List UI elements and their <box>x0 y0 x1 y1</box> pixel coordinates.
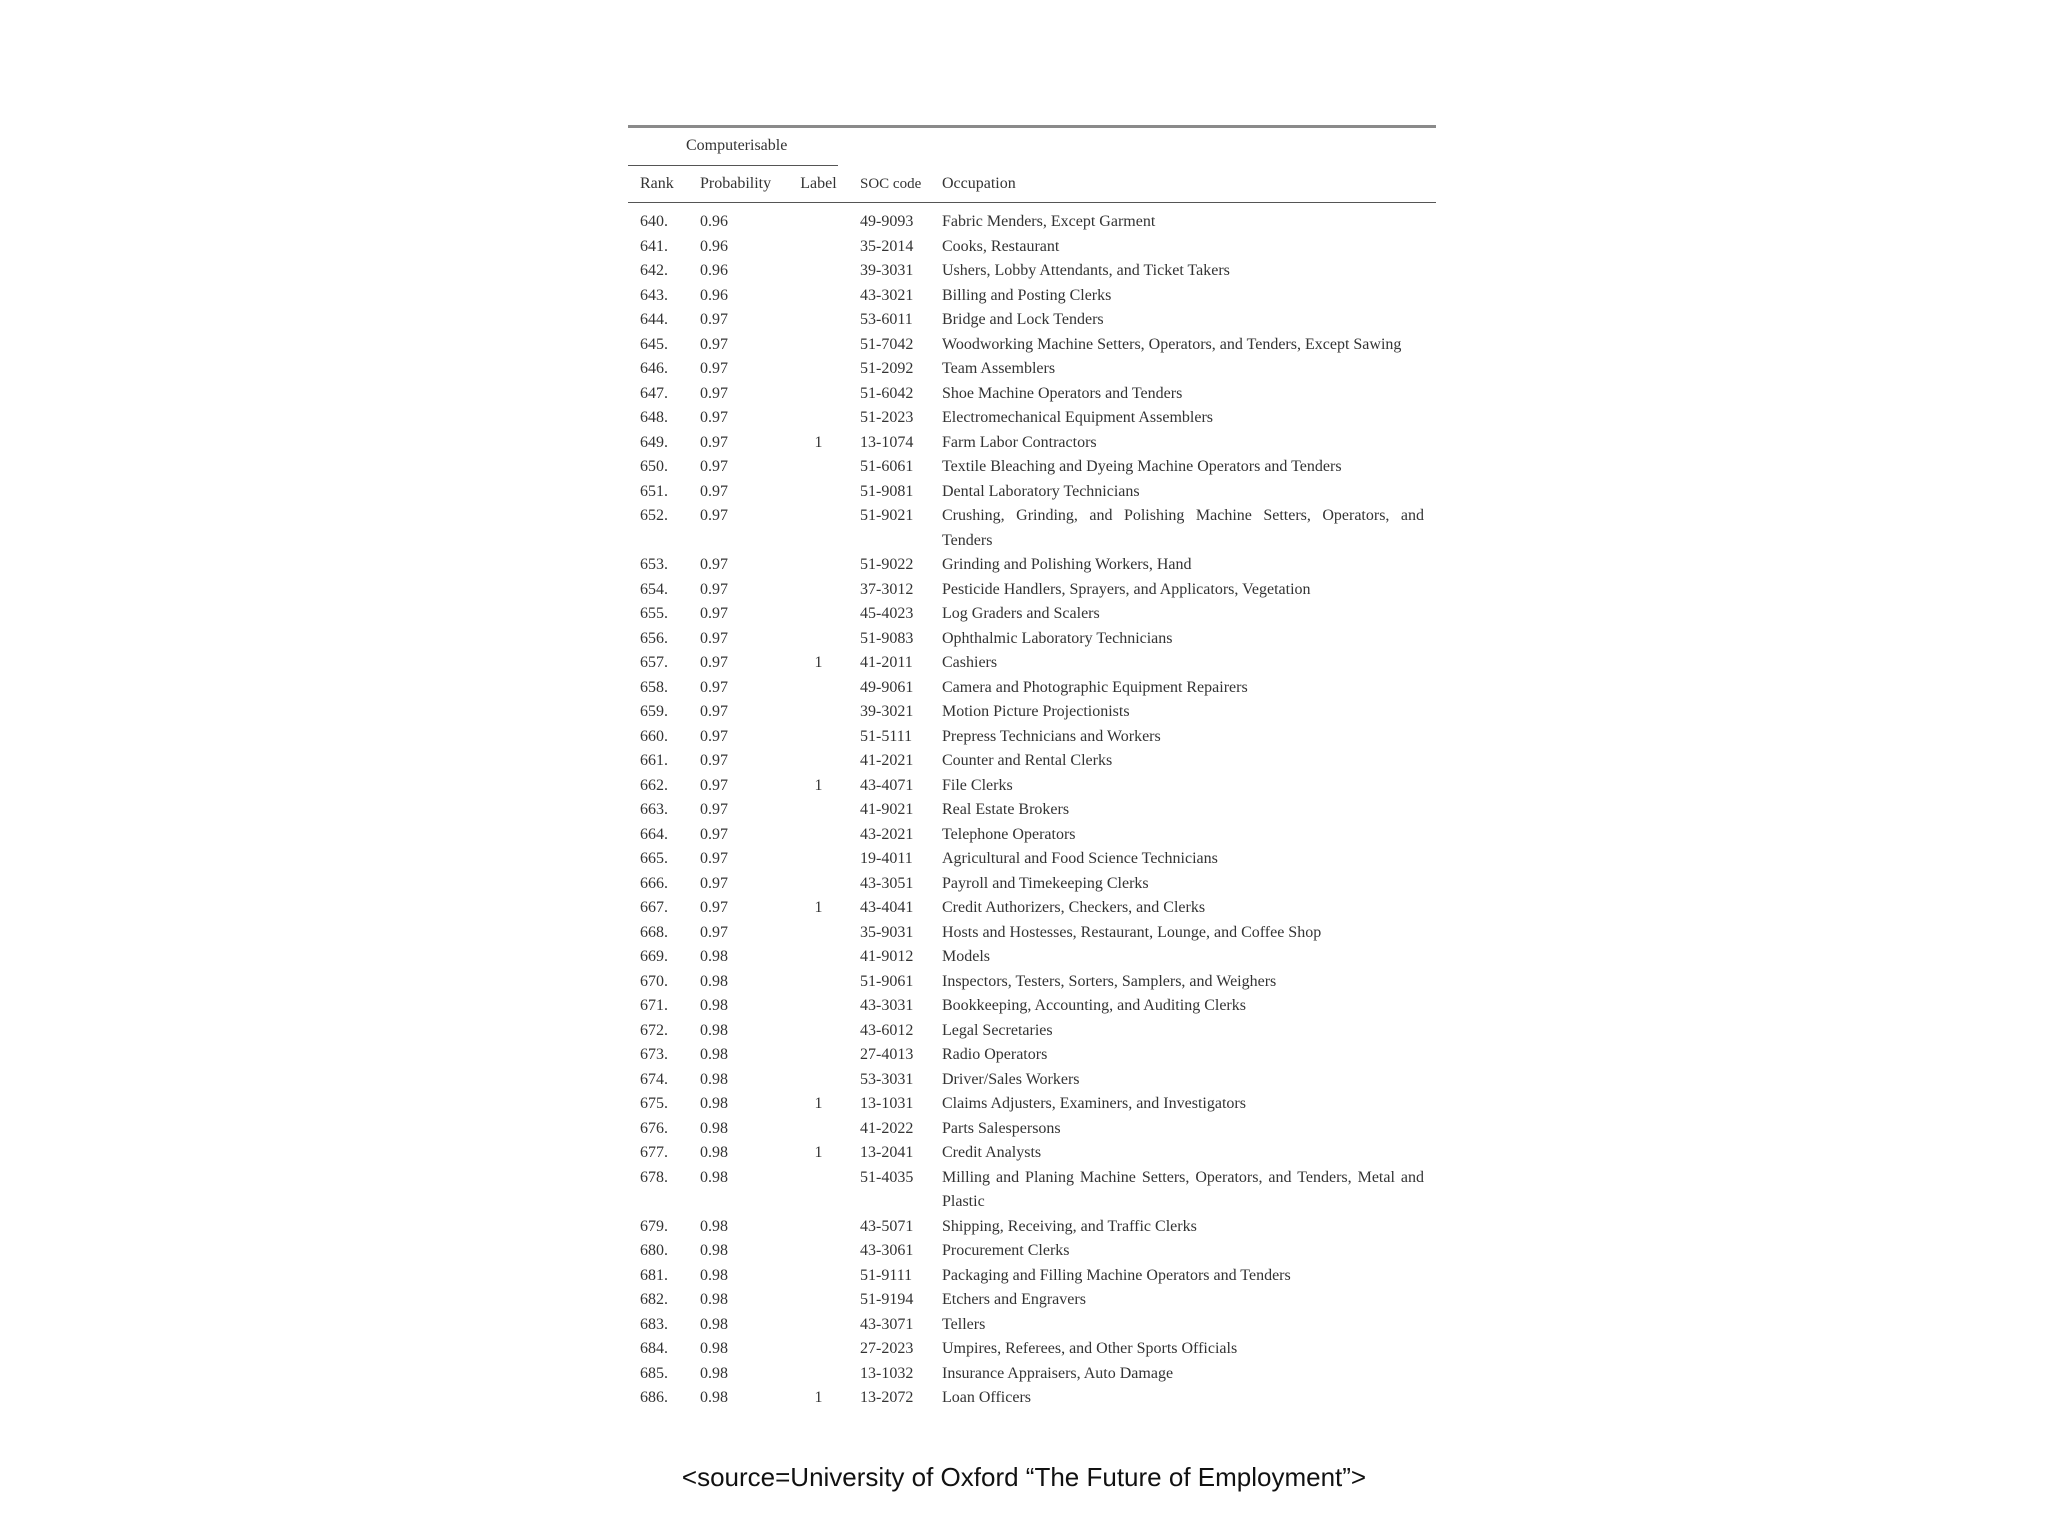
row-soc-code: 27-2023 <box>860 1340 914 1357</box>
table-row <box>628 602 1436 627</box>
row-soc-code: 51-9111 <box>860 1266 913 1284</box>
group-header <box>628 128 1436 166</box>
row-occupation: Payroll and Timekeeping Clerks <box>942 874 1149 892</box>
row-probability: 0.97 <box>700 311 728 328</box>
row-rank: 650. <box>640 458 668 475</box>
row-occupation: Team Assemblers <box>942 360 1056 377</box>
row-soc-code: 51-5111 <box>860 727 913 745</box>
row-occupation: Legal Secretaries <box>942 1021 1053 1039</box>
table-row <box>628 1215 1436 1240</box>
row-soc-code: 41-9012 <box>860 948 914 965</box>
table-row <box>628 676 1436 701</box>
table-row <box>628 1068 1436 1093</box>
table-row <box>628 1239 1436 1264</box>
row-soc-code: 43-3061 <box>860 1242 914 1259</box>
row-rank: 669. <box>640 948 668 965</box>
table-row <box>628 1386 1436 1411</box>
row-rank: 683. <box>640 1315 668 1333</box>
table-row <box>628 1117 1436 1142</box>
row-occupation: Radio Operators <box>942 1046 1048 1063</box>
row-soc-code: 51-9022 <box>860 556 914 573</box>
row-rank: 656. <box>640 629 668 647</box>
row-occupation: Bridge and Lock Tenders <box>942 311 1104 328</box>
row-rank: 662. <box>640 776 668 794</box>
row-rank: 646. <box>640 360 668 377</box>
column-header-label: Label <box>800 175 837 192</box>
row-soc-code: 43-3021 <box>860 286 914 304</box>
occupation-table <box>628 125 1436 1411</box>
row-occupation: Claims Adjusters, Examiners, and Investigators <box>942 1095 1246 1112</box>
column-header-rank: Rank <box>640 175 674 192</box>
row-probability: 0.97 <box>700 580 728 598</box>
column-header-probability: Probability <box>700 175 772 192</box>
row-probability: 0.97 <box>700 874 728 892</box>
row-occupation: Dental Laboratory Technicians <box>942 482 1140 500</box>
row-probability: 0.97 <box>700 825 728 843</box>
row-probability: 0.96 <box>700 286 728 304</box>
row-rank: 653. <box>640 556 668 573</box>
row-soc-code: 51-6061 <box>860 458 914 475</box>
row-soc-code: 51-9021 <box>860 507 914 524</box>
row-rank: 671. <box>640 997 668 1014</box>
row-probability: 0.98 <box>700 1217 728 1235</box>
row-soc-code: 51-2023 <box>860 409 914 426</box>
row-probability: 0.97 <box>700 384 728 402</box>
row-occupation: Driver/Sales Workers <box>942 1070 1080 1088</box>
row-occupation: Credit Analysts <box>942 1144 1042 1161</box>
row-probability: 0.97 <box>700 776 728 794</box>
row-soc-code: 49-9061 <box>860 678 914 696</box>
row-occupation: Umpires, Referees, and Other Sports Officials <box>942 1340 1238 1357</box>
row-soc-code: 13-2072 <box>860 1389 914 1406</box>
row-probability: 0.98 <box>700 1340 728 1357</box>
column-header-soc-code: SOC code <box>860 175 922 192</box>
row-rank: 685. <box>640 1364 668 1382</box>
row-occupation: Inspectors, Testers, Sorters, Samplers, and Weighers <box>942 972 1277 990</box>
row-probability: 0.98 <box>700 1119 728 1137</box>
row-occupation: Credit Authorizers, Checkers, and Clerks <box>942 899 1206 916</box>
table-row <box>628 798 1436 823</box>
row-rank: 657. <box>640 654 668 671</box>
row-occupation: Insurance Appraisers, Auto Damage <box>942 1364 1174 1382</box>
row-occupation: File Clerks <box>942 776 1013 794</box>
row-occupation: Fabric Menders, Except Garment <box>942 213 1156 230</box>
row-probability: 0.97 <box>700 482 728 500</box>
table-row <box>628 945 1436 970</box>
row-soc-code: 51-7042 <box>860 335 914 353</box>
row-probability: 0.97 <box>700 801 728 818</box>
row-occupation: Bookkeeping, Accounting, and Auditing Clerks <box>942 997 1246 1014</box>
table-row <box>628 504 1436 553</box>
row-soc-code: 51-9083 <box>860 629 914 647</box>
row-rank: 644. <box>640 311 668 328</box>
row-occupation: Procurement Clerks <box>942 1242 1070 1259</box>
row-probability: 0.96 <box>700 213 728 230</box>
table-row <box>628 1313 1436 1338</box>
row-rank: 684. <box>640 1340 668 1357</box>
row-soc-code: 39-3021 <box>860 703 914 720</box>
row-occupation: Pesticide Handlers, Sprayers, and Applicators, Vegetation <box>942 580 1311 598</box>
row-probability: 0.97 <box>700 360 728 377</box>
row-rank: 679. <box>640 1217 668 1235</box>
table-row <box>628 553 1436 578</box>
table-row <box>628 994 1436 1019</box>
row-probability: 0.97 <box>700 629 728 647</box>
row-occupation: Telephone Operators <box>942 825 1076 843</box>
row-occupation: Motion Picture Projectionists <box>942 703 1130 720</box>
row-probability: 0.97 <box>700 678 728 696</box>
row-soc-code: 43-3031 <box>860 997 914 1014</box>
row-soc-code: 41-2021 <box>860 752 914 769</box>
row-probability: 0.97 <box>700 703 728 720</box>
row-probability: 0.96 <box>700 262 728 279</box>
row-rank: 682. <box>640 1291 668 1308</box>
row-rank: 658. <box>640 678 668 696</box>
row-probability: 0.98 <box>700 1364 728 1382</box>
table-row <box>628 847 1436 872</box>
row-occupation: Milling and Planing Machine Setters, Operators, and Tenders, Metal and Plastic <box>942 1168 1424 1210</box>
row-label: 1 <box>814 899 823 916</box>
row-soc-code: 27-4013 <box>860 1046 914 1063</box>
row-rank: 665. <box>640 850 668 867</box>
row-soc-code: 53-3031 <box>860 1070 914 1088</box>
row-soc-code: 43-4071 <box>860 776 914 794</box>
row-occupation: Cashiers <box>942 654 998 671</box>
row-soc-code: 35-2014 <box>860 237 914 255</box>
row-probability: 0.98 <box>700 1315 728 1333</box>
table-row <box>628 235 1436 260</box>
row-soc-code: 51-6042 <box>860 384 914 402</box>
row-soc-code: 51-4035 <box>860 1168 914 1186</box>
row-occupation: Prepress Technicians and Workers <box>942 727 1161 745</box>
row-probability: 0.97 <box>700 899 728 916</box>
row-soc-code: 51-9061 <box>860 972 914 990</box>
row-occupation: Woodworking Machine Setters, Operators, and Tenders, Except Sawing <box>942 335 1402 353</box>
table-row <box>628 382 1436 407</box>
table-row <box>628 700 1436 725</box>
row-rank: 668. <box>640 923 668 941</box>
table-body <box>628 203 1436 1411</box>
row-probability: 0.98 <box>700 1291 728 1308</box>
group-header-underline <box>628 165 838 166</box>
row-rank: 686. <box>640 1389 668 1406</box>
table-row <box>628 970 1436 995</box>
row-probability: 0.96 <box>700 237 728 255</box>
row-soc-code: 39-3031 <box>860 262 914 279</box>
table-row <box>628 872 1436 897</box>
row-label: 1 <box>814 433 823 451</box>
row-soc-code: 13-1032 <box>860 1364 914 1382</box>
table-row <box>628 357 1436 382</box>
row-occupation: Electromechanical Equipment Assemblers <box>942 409 1214 426</box>
row-rank: 643. <box>640 286 668 304</box>
row-probability: 0.97 <box>700 850 728 867</box>
row-probability: 0.98 <box>700 997 728 1014</box>
row-rank: 655. <box>640 605 668 622</box>
table-row <box>628 774 1436 799</box>
row-soc-code: 45-4023 <box>860 605 914 622</box>
row-probability: 0.97 <box>700 507 728 524</box>
row-label: 1 <box>814 654 823 671</box>
row-soc-code: 51-2092 <box>860 360 914 377</box>
table-row <box>628 1141 1436 1166</box>
row-occupation: Parts Salespersons <box>942 1119 1061 1137</box>
row-probability: 0.97 <box>700 335 728 353</box>
row-probability: 0.97 <box>700 605 728 622</box>
table-row <box>628 725 1436 750</box>
row-soc-code: 43-3071 <box>860 1315 914 1333</box>
row-occupation: Crushing, Grinding, and Polishing Machine Setters, Operators, and Tenders <box>942 507 1424 549</box>
row-occupation: Hosts and Hostesses, Restaurant, Lounge, and Coffee Shop <box>942 923 1322 941</box>
row-soc-code: 43-4041 <box>860 899 914 916</box>
row-rank: 642. <box>640 262 668 279</box>
row-label: 1 <box>814 1389 823 1406</box>
row-soc-code: 43-3051 <box>860 874 914 892</box>
table-row <box>628 578 1436 603</box>
table-row <box>628 333 1436 358</box>
row-probability: 0.97 <box>700 752 728 769</box>
row-probability: 0.98 <box>700 1242 728 1259</box>
row-soc-code: 19-4011 <box>860 850 913 867</box>
table-row <box>628 284 1436 309</box>
row-occupation: Loan Officers <box>942 1389 1031 1406</box>
row-probability: 0.98 <box>700 1070 728 1088</box>
row-soc-code: 41-2011 <box>860 654 913 671</box>
row-soc-code: 51-9081 <box>860 482 914 500</box>
table-row <box>628 1043 1436 1068</box>
row-rank: 680. <box>640 1242 668 1259</box>
row-rank: 661. <box>640 752 668 769</box>
table-row <box>628 1288 1436 1313</box>
row-probability: 0.98 <box>700 1021 728 1039</box>
table-row <box>628 455 1436 480</box>
row-occupation: Ushers, Lobby Attendants, and Ticket Takers <box>942 262 1230 279</box>
row-rank: 645. <box>640 335 668 353</box>
row-occupation: Cooks, Restaurant <box>942 237 1060 255</box>
row-rank: 670. <box>640 972 668 990</box>
row-occupation: Textile Bleaching and Dyeing Machine Operators and Tenders <box>942 458 1342 475</box>
row-occupation: Farm Labor Contractors <box>942 433 1097 451</box>
table-row <box>628 406 1436 431</box>
row-soc-code: 13-1074 <box>860 433 914 451</box>
row-rank: 672. <box>640 1021 668 1039</box>
row-probability: 0.97 <box>700 923 728 941</box>
row-occupation: Models <box>942 948 990 965</box>
table-row <box>628 1362 1436 1387</box>
row-probability: 0.98 <box>700 1168 728 1186</box>
row-rank: 641. <box>640 237 668 255</box>
column-header-row <box>628 166 1436 203</box>
row-probability: 0.97 <box>700 458 728 475</box>
table-row <box>628 651 1436 676</box>
table-row <box>628 1092 1436 1117</box>
row-soc-code: 43-2021 <box>860 825 914 843</box>
row-soc-code: 43-6012 <box>860 1021 914 1039</box>
row-rank: 649. <box>640 433 668 451</box>
row-probability: 0.97 <box>700 433 728 451</box>
row-rank: 666. <box>640 874 668 892</box>
row-occupation: Etchers and Engravers <box>942 1291 1086 1308</box>
row-occupation: Billing and Posting Clerks <box>942 286 1112 304</box>
column-header-occupation: Occupation <box>942 175 1016 192</box>
row-soc-code: 53-6011 <box>860 311 913 328</box>
table-row <box>628 921 1436 946</box>
row-probability: 0.97 <box>700 727 728 745</box>
row-occupation: Log Graders and Scalers <box>942 605 1100 622</box>
row-probability: 0.98 <box>700 948 728 965</box>
row-probability: 0.97 <box>700 409 728 426</box>
group-header-label: Computerisable <box>686 137 788 154</box>
source-caption: <source=University of Oxford “The Future of Employment”> <box>681 1462 1367 1492</box>
row-rank: 663. <box>640 801 668 818</box>
table-row <box>628 823 1436 848</box>
table-row <box>628 1264 1436 1289</box>
row-soc-code: 13-2041 <box>860 1144 914 1161</box>
table-row <box>628 1166 1436 1215</box>
row-probability: 0.98 <box>700 1144 728 1161</box>
row-rank: 659. <box>640 703 668 720</box>
row-soc-code: 43-5071 <box>860 1217 914 1235</box>
row-probability: 0.98 <box>700 1095 728 1112</box>
table-row <box>628 896 1436 921</box>
row-rank: 673. <box>640 1046 668 1063</box>
table-row <box>628 431 1436 456</box>
row-occupation: Agricultural and Food Science Technicians <box>942 850 1218 867</box>
row-occupation: Packaging and Filling Machine Operators and Tenders <box>942 1266 1291 1284</box>
row-soc-code: 35-9031 <box>860 923 914 941</box>
row-occupation: Shipping, Receiving, and Traffic Clerks <box>942 1217 1197 1235</box>
row-probability: 0.97 <box>700 654 728 671</box>
row-occupation: Grinding and Polishing Workers, Hand <box>942 556 1192 573</box>
row-soc-code: 41-9021 <box>860 801 914 818</box>
row-rank: 681. <box>640 1266 668 1284</box>
table-row <box>628 210 1436 235</box>
row-probability: 0.98 <box>700 972 728 990</box>
row-probability: 0.98 <box>700 1266 728 1284</box>
row-occupation: Tellers <box>942 1315 986 1333</box>
row-rank: 667. <box>640 899 668 916</box>
row-soc-code: 41-2022 <box>860 1119 914 1137</box>
row-soc-code: 13-1031 <box>860 1095 914 1112</box>
row-soc-code: 51-9194 <box>860 1291 914 1308</box>
table-row <box>628 1019 1436 1044</box>
row-soc-code: 49-9093 <box>860 213 914 230</box>
row-rank: 648. <box>640 409 668 426</box>
row-occupation: Ophthalmic Laboratory Technicians <box>942 629 1173 647</box>
row-rank: 678. <box>640 1168 668 1186</box>
table-row <box>628 749 1436 774</box>
row-occupation: Counter and Rental Clerks <box>942 752 1113 769</box>
row-label: 1 <box>814 1144 823 1161</box>
row-occupation: Shoe Machine Operators and Tenders <box>942 384 1183 402</box>
row-rank: 660. <box>640 727 668 745</box>
table-row <box>628 480 1436 505</box>
row-rank: 652. <box>640 507 668 524</box>
row-label: 1 <box>814 1095 823 1112</box>
row-probability: 0.98 <box>700 1389 728 1406</box>
row-rank: 677. <box>640 1144 668 1161</box>
row-rank: 640. <box>640 213 668 230</box>
row-soc-code: 37-3012 <box>860 580 914 598</box>
row-probability: 0.97 <box>700 556 728 573</box>
row-rank: 651. <box>640 482 668 500</box>
table-row <box>628 1337 1436 1362</box>
row-probability: 0.98 <box>700 1046 728 1063</box>
table-row <box>628 308 1436 333</box>
row-occupation: Camera and Photographic Equipment Repairers <box>942 678 1248 696</box>
table-row <box>628 627 1436 652</box>
table-row <box>628 259 1436 284</box>
row-rank: 676. <box>640 1119 668 1137</box>
row-occupation: Real Estate Brokers <box>942 801 1070 818</box>
row-label: 1 <box>814 776 823 794</box>
row-rank: 675. <box>640 1095 668 1112</box>
row-rank: 674. <box>640 1070 668 1088</box>
row-rank: 654. <box>640 580 668 598</box>
row-rank: 664. <box>640 825 668 843</box>
row-rank: 647. <box>640 384 668 402</box>
